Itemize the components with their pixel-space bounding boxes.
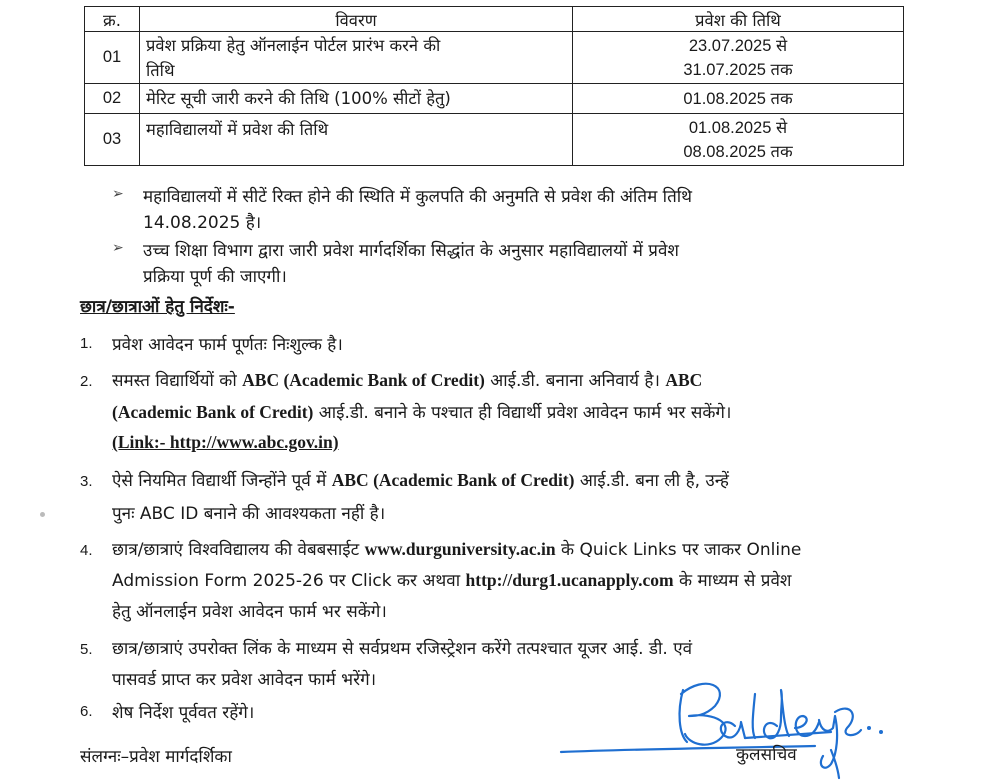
instruction-line (112, 568, 791, 591)
row-sr: 01 (85, 32, 140, 84)
instruction-text: पासवर्ड प्राप्त कर प्रवेश आवेदन फार्म भरेंगे। (112, 670, 377, 690)
row-date (573, 32, 904, 84)
bullet-text-line: उच्च शिक्षा विभाग द्वारा जारी प्रवेश मार्गदर्शिका सिद्धांत के अनुसार महाविद्यालयों में प्रवेश (143, 241, 679, 261)
row-description-line: महाविद्यालयों में प्रवेश की तिथि (146, 120, 329, 139)
instructions-heading: छात्र/छात्राओं हेतु निर्देशः- (80, 297, 235, 317)
instruction-text: ऐसे नियमित विद्यार्थी जिन्होंने पूर्व में (112, 471, 332, 491)
table-header-row (85, 7, 904, 32)
row-date-line: 23.07.2025 से (688, 36, 788, 55)
instruction-text: आई.डी. बना ली है, उन्हें (574, 471, 729, 491)
instruction-text: छात्र/छात्राएं उपरोक्त लिंक के माध्यम से सर्वप्रथम रजिस्ट्रेशन करेंगे तत्पश्चात यूजर आई. डी. एवं (112, 639, 693, 659)
list-number: 6. (80, 703, 93, 720)
row-date-line: 01.08.2025 से (688, 118, 788, 137)
table-row (85, 32, 904, 84)
registrar-designation: कुलसचिव (736, 745, 797, 765)
header-description: विवरण (140, 7, 573, 32)
row-date (573, 114, 904, 166)
header-sr: क्र. (85, 7, 140, 32)
instruction-line (112, 400, 731, 423)
row-date-line: 01.08.2025 तक (683, 89, 793, 108)
instruction-text: समस्त विद्यार्थियों को (112, 371, 243, 391)
list-number: 5. (80, 641, 93, 658)
row-description (140, 84, 573, 114)
row-sr: 02 (85, 84, 140, 114)
row-date (573, 84, 904, 114)
scan-speck (40, 512, 45, 517)
bullet-text-line: प्रक्रिया पूर्ण की जाएगी। (143, 267, 287, 287)
instruction-line (112, 368, 702, 391)
instruction-text: हेतु ऑनलाईन प्रवेश आवेदन फार्म भर सकेंगे। (112, 602, 387, 622)
instruction-text: प्रवेश आवेदन फार्म पूर्णतः निःशुल्क है। (112, 335, 343, 355)
abc-bold-text: (Academic Bank of Credit) (112, 402, 314, 422)
row-description-line: तिथि (146, 60, 175, 80)
row-description-line: प्रवेश प्रक्रिया हेतु ऑनलाईन पोर्टल प्रारंभ करने की (146, 35, 441, 55)
list-number: 1. (80, 335, 93, 352)
abc-link[interactable]: (Link:- http://www.abc.gov.in) (112, 432, 339, 452)
table-row (85, 114, 904, 166)
bullet-text-line: महाविद्यालयों में सीटें रिक्त होने की स्थिति में कुलपति की अनुमति से प्रवेश की अंतिम तिथि (143, 187, 693, 207)
list-number: 4. (80, 542, 93, 559)
university-website-link[interactable]: www.durguniversity.ac.in (364, 539, 556, 559)
row-description (140, 114, 573, 166)
instruction-text: आई.डी. बनाने के पश्चात ही विद्यार्थी प्रवेश आवेदन फार्म भर सकेंगे। (313, 403, 732, 423)
abc-bold-text: ABC (Academic Bank of Credit) (242, 370, 485, 390)
schedule-table (84, 6, 904, 166)
row-sr: 03 (85, 114, 140, 166)
instruction-line (112, 537, 801, 560)
instruction-text: के माध्यम से प्रवेश (673, 571, 792, 591)
list-number: 3. (80, 473, 93, 490)
instruction-text: छात्र/छात्राएं विश्वविद्यालय की वेबबसाईट (112, 540, 365, 560)
arrow-bullet-icon: ➢ (112, 186, 124, 202)
instruction-line (112, 468, 729, 491)
header-date: प्रवेश की तिथि (573, 7, 904, 32)
row-description (140, 32, 573, 84)
instruction-text: Admission Form 2025-26 पर Click कर अथवा (112, 571, 466, 591)
instruction-text: आई.डी. बनाना अनिवार्य है। (484, 371, 666, 391)
bullet-text-line: 14.08.2025 है। (143, 213, 262, 233)
signature-image (555, 672, 895, 780)
abc-bold-text: ABC (Academic Bank of Credit) (331, 470, 575, 490)
instruction-text: पुनः ABC ID बनाने की आवश्यकता नहीं है। (112, 504, 386, 524)
row-description-line: मेरिट सूची जारी करने की तिथि (100% सीटों हेतु) (146, 89, 451, 108)
arrow-bullet-icon: ➢ (112, 240, 124, 256)
row-date-line: 08.08.2025 तक (683, 142, 793, 161)
instruction-text: शेष निर्देश पूर्ववत रहेंगे। (112, 703, 255, 723)
abc-bold-text: ABC (665, 370, 703, 390)
instruction-text: के Quick Links पर जाकर Online (555, 540, 802, 560)
enclosure-note: संलग्नः–प्रवेश मार्गदर्शिका (80, 747, 232, 767)
table-row (85, 84, 904, 114)
list-number: 2. (80, 373, 93, 390)
ucanapply-link[interactable]: http://durg1.ucanapply.com (465, 570, 674, 590)
row-date-line: 31.07.2025 तक (683, 60, 793, 79)
